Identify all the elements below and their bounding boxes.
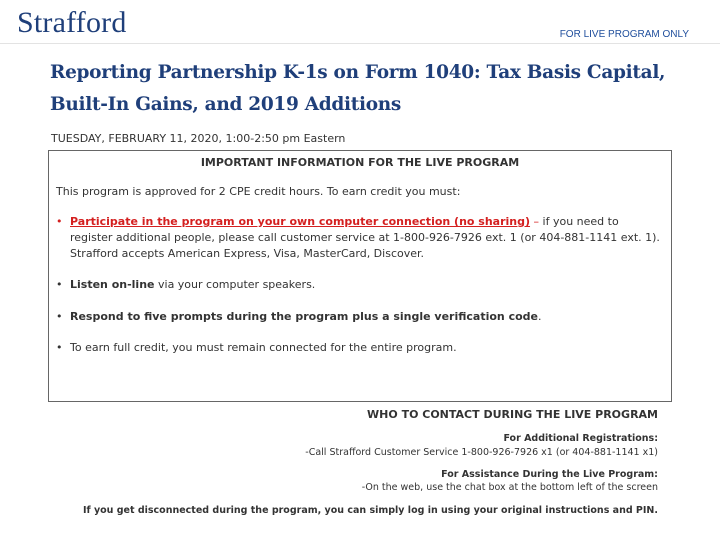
participate-link[interactable]: Participate in the program on your own computer connection (no sharing)	[70, 215, 531, 228]
registration-text: -Call Strafford Customer Service 1-800-926-7926 x1 (or 404-881-1141 x1)	[305, 447, 658, 458]
bullet-bold-text: Listen on-line	[70, 278, 155, 291]
disconnect-note: If you get disconnected during the program, you can simply log in using your original instructions and PIN.	[82, 505, 658, 516]
program-date: TUESDAY, FEBRUARY 11, 2020, 1:00-2:50 pm Eastern	[51, 132, 346, 145]
registration-label: For Additional Registrations:	[503, 433, 658, 444]
bullet-icon: •	[56, 341, 63, 354]
program-title	[50, 57, 700, 121]
strafford-logo: Strafford	[17, 6, 127, 39]
list-item	[56, 309, 661, 325]
list-item	[56, 214, 661, 262]
bullet-dash: –	[530, 215, 543, 228]
bullet-text: To earn full credit, you must remain connected for the entire program.	[70, 341, 457, 354]
bullet-icon: •	[56, 310, 63, 323]
bullet-text: .	[537, 310, 542, 323]
bullet-text: via your computer speakers.	[154, 278, 316, 291]
assistance-label: For Assistance During the Live Program:	[441, 469, 658, 480]
list-item	[56, 340, 661, 356]
cpe-approval-text: This program is approved for 2 CPE credit hours. To earn credit you must:	[56, 185, 461, 198]
program-title-line-2: Built-In Gains, and 2019 Additions	[50, 94, 402, 115]
bullet-icon: •	[56, 278, 63, 291]
bullet-icon: •	[56, 215, 63, 228]
important-info-box	[48, 150, 672, 402]
live-program-only-label: FOR LIVE PROGRAM ONLY	[559, 29, 689, 40]
header-divider	[0, 43, 720, 44]
info-box-heading: IMPORTANT INFORMATION FOR THE LIVE PROGRAM	[200, 156, 520, 169]
assistance-text: -On the web, use the chat box at the bottom left of the screen	[361, 482, 658, 493]
bullet-text: if you need to register additional people, please call customer service at 1-800-926-7926 ext. 1 (or 404-881-1141 ext. 1). Strafford accepts American Express, Visa, MasterCard, Discover.	[70, 215, 660, 260]
contact-heading: WHO TO CONTACT DURING THE LIVE PROGRAM	[367, 408, 658, 421]
program-title-line-1: Reporting Partnership K-1s on Form 1040: Tax Basis Capital,	[50, 62, 666, 83]
list-item	[56, 277, 661, 293]
bullet-bold-text: Respond to five prompts during the program plus a single verification code	[70, 310, 538, 323]
